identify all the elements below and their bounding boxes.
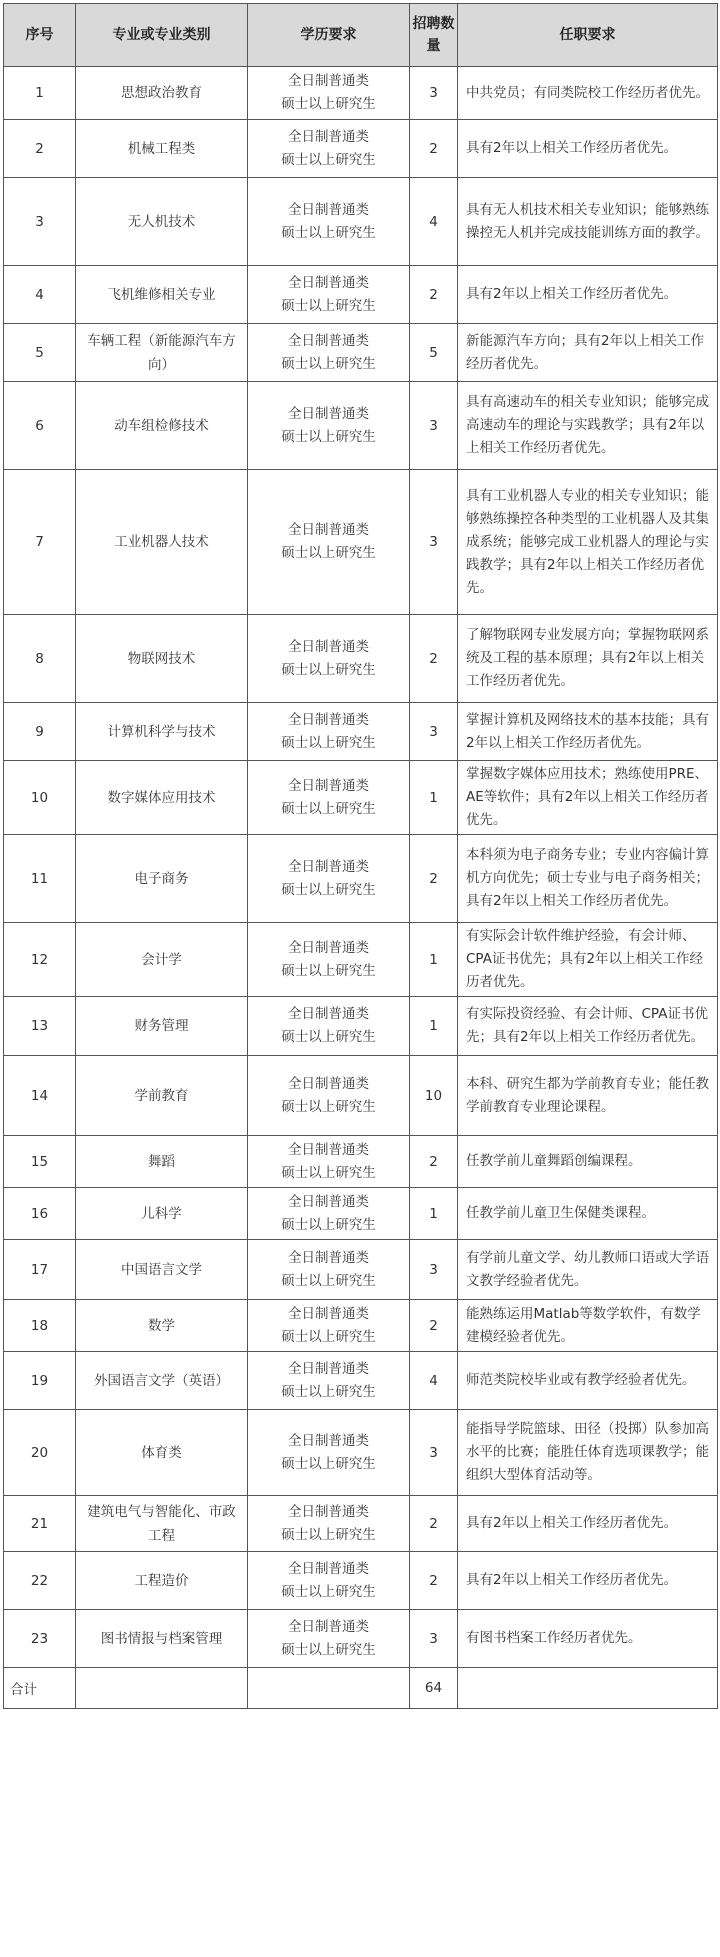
education-line-1: 全日制普通类 [288,73,369,89]
total-empty-requirements [458,1668,718,1709]
header-requirements: 任职要求 [458,4,718,67]
total-row [4,1668,718,1709]
cell-seq: 12 [4,923,76,997]
cell-requirements: 掌握计算机及网络技术的基本技能；具有2年以上相关工作经历者优先。 [458,703,718,761]
cell-education [248,835,410,923]
cell-requirements: 具有高速动车的相关专业知识；能够完成高速动车的理论与实践教学；具有2年以上相关工作经历者优先。 [458,382,718,470]
cell-requirements: 能指导学院篮球、田径（投掷）队参加高水平的比赛；能胜任体育选项课教学；能组织大型体育活动等。 [458,1410,718,1496]
header-education: 学历要求 [248,4,410,67]
cell-education [248,997,410,1056]
table-row [4,382,718,470]
cell-education [248,120,410,178]
cell-major: 学前教育 [76,1056,248,1136]
cell-requirements: 本科须为电子商务专业；专业内容偏计算机方向优先；硕士专业与电子商务相关；具有2年以上相关工作经历者优先。 [458,835,718,923]
recruitment-table [3,3,718,1709]
cell-seq: 21 [4,1496,76,1552]
total-empty-education [248,1668,410,1709]
cell-requirements: 具有工业机器人专业的相关专业知识；能够熟练操控各种类型的工业机器人及其集成系统；能够完成工业机器人的理论与实践教学；具有2年以上相关工作经历者优先。 [458,470,718,615]
cell-major: 中国语言文学 [76,1240,248,1300]
education-line-1: 全日制普通类 [288,1618,369,1635]
cell-count: 2 [410,1136,458,1188]
education-line-2: 硕士以上研究生 [281,1455,376,1472]
table-row [4,266,718,324]
cell-requirements: 具有2年以上相关工作经历者优先。 [458,1496,718,1552]
education-line-1: 全日制普通类 [288,1193,369,1210]
education-line-2: 硕士以上研究生 [281,1641,376,1658]
education-line-1: 全日制普通类 [288,1360,369,1377]
cell-seq: 13 [4,997,76,1056]
cell-requirements: 具有无人机技术相关专业知识；能够熟练操控无人机并完成技能训练方面的教学。 [458,178,718,266]
cell-major: 思想政治教育 [76,67,248,120]
cell-seq: 4 [4,266,76,324]
table-row [4,923,718,997]
cell-count: 2 [410,835,458,923]
table-row [4,1240,718,1300]
cell-major: 工程造价 [76,1552,248,1610]
education-line-2: 硕士以上研究生 [281,96,376,112]
cell-seq: 22 [4,1552,76,1610]
cell-requirements: 具有2年以上相关工作经历者优先。 [458,266,718,324]
cell-count: 2 [410,1496,458,1552]
cell-seq: 20 [4,1410,76,1496]
cell-requirements: 有实际投资经验、有会计师、CPA证书优先；具有2年以上相关工作经历者优先。 [458,997,718,1056]
cell-education [248,1136,410,1188]
cell-education [248,761,410,835]
cell-count: 10 [410,1056,458,1136]
cell-education [248,324,410,382]
cell-education [248,1300,410,1352]
cell-requirements: 具有2年以上相关工作经历者优先。 [458,120,718,178]
table-row [4,470,718,615]
cell-education [248,470,410,615]
cell-count: 2 [410,266,458,324]
cell-education [248,1496,410,1552]
education-line-1: 全日制普通类 [288,1075,369,1092]
cell-requirements: 有实际会计软件维护经验，有会计师、CPA证书优先；具有2年以上相关工作经历者优先。 [458,923,718,997]
cell-requirements: 了解物联网专业发展方向；掌握物联网系统及工程的基本原理；具有2年以上相关工作经历者优先。 [458,615,718,703]
cell-seq: 9 [4,703,76,761]
cell-requirements: 新能源汽车方向；具有2年以上相关工作经历者优先。 [458,324,718,382]
education-line-2: 硕士以上研究生 [281,224,376,241]
education-line-2: 硕士以上研究生 [281,661,376,678]
cell-requirements: 任教学前儿童舞蹈创编课程。 [458,1136,718,1188]
cell-count: 1 [410,923,458,997]
cell-count: 2 [410,120,458,178]
table-row [4,120,718,178]
cell-major: 工业机器人技术 [76,470,248,615]
cell-requirements: 能熟练运用Matlab等数学软件，有数学建模经验者优先。 [458,1300,718,1352]
cell-seq: 17 [4,1240,76,1300]
cell-education [248,703,410,761]
cell-major: 物联网技术 [76,615,248,703]
cell-education [248,67,410,120]
cell-requirements: 有图书档案工作经历者优先。 [458,1610,718,1668]
education-line-2: 硕士以上研究生 [281,297,376,314]
cell-major: 数学 [76,1300,248,1352]
cell-seq: 2 [4,120,76,178]
cell-count: 2 [410,1300,458,1352]
cell-major: 外国语言文学（英语） [76,1352,248,1410]
header-count: 招聘数量 [410,4,458,67]
cell-education [248,923,410,997]
cell-requirements: 任教学前儿童卫生保健类课程。 [458,1188,718,1240]
cell-education [248,1188,410,1240]
cell-education [248,1610,410,1668]
education-line-1: 全日制普通类 [288,939,369,956]
cell-major: 儿科学 [76,1188,248,1240]
education-line-1: 全日制普通类 [288,1432,369,1449]
table-row [4,1496,718,1552]
education-line-2: 硕士以上研究生 [281,1583,376,1600]
table-row [4,1352,718,1410]
cell-seq: 7 [4,470,76,615]
education-line-1: 全日制普通类 [288,777,369,794]
cell-count: 1 [410,997,458,1056]
cell-major: 计算机科学与技术 [76,703,248,761]
cell-seq: 1 [4,67,76,120]
table-row [4,761,718,835]
cell-education [248,1352,410,1410]
education-line-2: 硕士以上研究生 [281,1216,376,1233]
education-line-2: 硕士以上研究生 [281,800,376,817]
cell-requirements: 具有2年以上相关工作经历者优先。 [458,1552,718,1610]
recruitment-table-wrapper [3,3,718,1709]
cell-seq: 18 [4,1300,76,1352]
education-line-2: 硕士以上研究生 [281,1328,376,1345]
cell-education [248,1552,410,1610]
table-row [4,1410,718,1496]
cell-count: 1 [410,1188,458,1240]
education-line-1: 全日制普通类 [288,201,369,218]
cell-seq: 6 [4,382,76,470]
education-line-2: 硕士以上研究生 [281,962,376,979]
table-row [4,1056,718,1136]
cell-major: 动车组检修技术 [76,382,248,470]
cell-major: 机械工程类 [76,120,248,178]
cell-major: 体育类 [76,1410,248,1496]
cell-education [248,1056,410,1136]
cell-education [248,1410,410,1496]
education-line-1: 全日制普通类 [288,274,369,291]
cell-requirements: 本科、研究生都为学前教育专业；能任教学前教育专业理论课程。 [458,1056,718,1136]
header-row [4,4,718,67]
education-line-2: 硕士以上研究生 [281,734,376,751]
cell-count: 3 [410,470,458,615]
cell-major: 数字媒体应用技术 [76,761,248,835]
cell-requirements: 中共党员；有同类院校工作经历者优先。 [458,67,718,120]
education-line-1: 全日制普通类 [288,128,369,145]
cell-education [248,382,410,470]
cell-education [248,1240,410,1300]
cell-seq: 16 [4,1188,76,1240]
education-line-2: 硕士以上研究生 [281,1383,376,1400]
cell-requirements: 掌握数字媒体应用技术；熟练使用PRE、AE等软件；具有2年以上相关工作经历者优先。 [458,761,718,835]
education-line-2: 硕士以上研究生 [281,545,376,561]
table-row [4,835,718,923]
total-empty-major [76,1668,248,1709]
education-line-2: 硕士以上研究生 [281,355,376,372]
table-row [4,1552,718,1610]
education-line-2: 硕士以上研究生 [281,881,376,898]
cell-major: 车辆工程（新能源汽车方向） [76,324,248,382]
education-line-2: 硕士以上研究生 [281,151,376,168]
education-line-1: 全日制普通类 [288,405,369,422]
cell-seq: 5 [4,324,76,382]
cell-seq: 23 [4,1610,76,1668]
cell-seq: 10 [4,761,76,835]
education-line-1: 全日制普通类 [288,522,369,538]
education-line-1: 全日制普通类 [288,1006,369,1022]
cell-seq: 8 [4,615,76,703]
cell-seq: 15 [4,1136,76,1188]
education-line-2: 硕士以上研究生 [281,1164,376,1181]
table-body [4,67,718,1709]
cell-count: 5 [410,324,458,382]
cell-major: 飞机维修相关专业 [76,266,248,324]
education-line-1: 全日制普通类 [288,1249,369,1266]
cell-requirements: 师范类院校毕业或有教学经验者优先。 [458,1352,718,1410]
total-count: 64 [410,1668,458,1709]
cell-count: 4 [410,178,458,266]
cell-major: 财务管理 [76,997,248,1056]
header-major: 专业或专业类别 [76,4,248,67]
table-row [4,703,718,761]
table-row [4,1300,718,1352]
cell-requirements: 有学前儿童文学、幼儿教师口语或大学语文教学经验者优先。 [458,1240,718,1300]
cell-major: 舞蹈 [76,1136,248,1188]
cell-seq: 3 [4,178,76,266]
cell-seq: 14 [4,1056,76,1136]
cell-count: 3 [410,382,458,470]
education-line-1: 全日制普通类 [288,1141,369,1158]
education-line-1: 全日制普通类 [288,1503,369,1520]
cell-seq: 19 [4,1352,76,1410]
cell-education [248,266,410,324]
education-line-1: 全日制普通类 [288,1560,369,1577]
table-row [4,324,718,382]
table-row [4,178,718,266]
total-label: 合计 [4,1668,76,1709]
cell-seq: 11 [4,835,76,923]
table-row [4,67,718,120]
cell-major: 图书情报与档案管理 [76,1610,248,1668]
education-line-2: 硕士以上研究生 [281,428,376,445]
education-line-2: 硕士以上研究生 [281,1098,376,1115]
cell-count: 4 [410,1352,458,1410]
table-row [4,1188,718,1240]
cell-major: 建筑电气与智能化、市政工程 [76,1496,248,1552]
table-row [4,1610,718,1668]
cell-count: 3 [410,1240,458,1300]
table-row [4,1136,718,1188]
education-line-2: 硕士以上研究生 [281,1029,376,1045]
cell-count: 3 [410,703,458,761]
cell-major: 会计学 [76,923,248,997]
cell-count: 3 [410,1610,458,1668]
education-line-1: 全日制普通类 [288,332,369,349]
education-line-2: 硕士以上研究生 [281,1526,376,1543]
cell-count: 2 [410,1552,458,1610]
cell-count: 1 [410,761,458,835]
education-line-1: 全日制普通类 [288,638,369,655]
education-line-1: 全日制普通类 [288,1305,369,1322]
cell-major: 电子商务 [76,835,248,923]
table-row [4,615,718,703]
cell-major: 无人机技术 [76,178,248,266]
header-seq: 序号 [4,4,76,67]
table-row [4,997,718,1056]
cell-education [248,178,410,266]
education-line-2: 硕士以上研究生 [281,1272,376,1289]
cell-education [248,615,410,703]
cell-count: 2 [410,615,458,703]
education-line-1: 全日制普通类 [288,711,369,728]
cell-count: 3 [410,67,458,120]
education-line-1: 全日制普通类 [288,858,369,875]
cell-count: 3 [410,1410,458,1496]
